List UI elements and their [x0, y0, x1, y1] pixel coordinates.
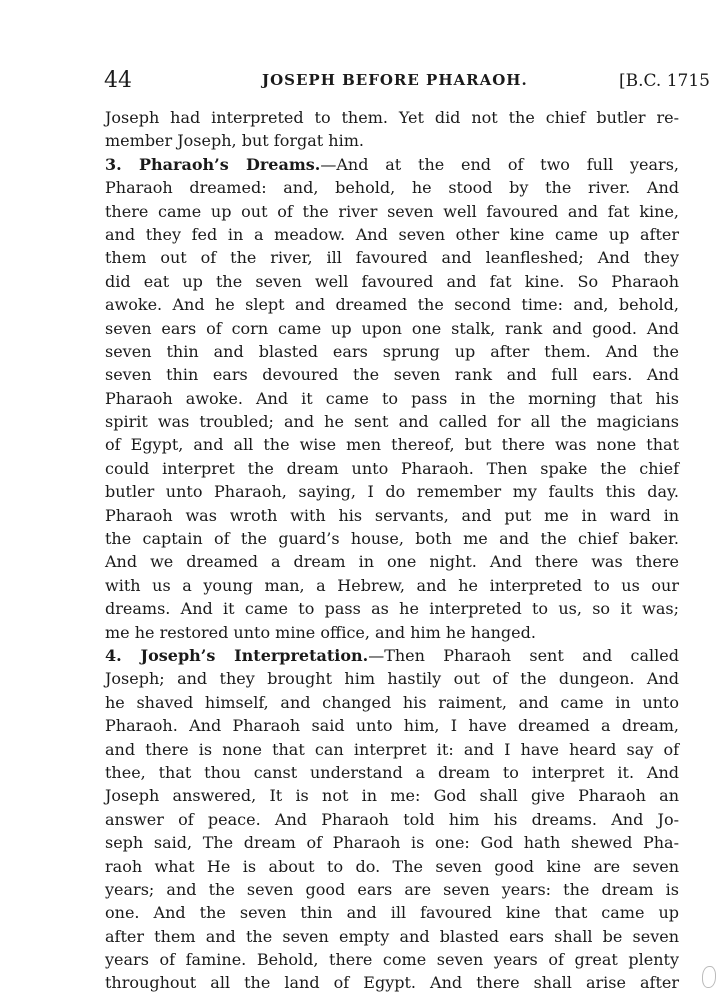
text-line: he shaved himself, and changed his raiment, and came in unto: [105, 692, 679, 712]
text-line: raoh what He is about to do. The seven good kine are seven: [105, 856, 679, 876]
text-line: Joseph answered, It is not in me: God shall give Pharaoh an: [105, 786, 679, 806]
running-header: [104, 68, 710, 98]
text-line: 3. Pharaoh’s Dreams.—And at the end of two full years,: [105, 154, 679, 174]
text-line: dreams. And it came to pass as he interpreted to us, so it was;: [105, 599, 679, 619]
text-line: me he restored unto mine office, and him he hanged.: [105, 622, 536, 642]
text-line: thee, that thou canst understand a dream to interpret it. And: [105, 762, 679, 782]
running-title: JOSEPH BEFORE PHARAOH.: [262, 71, 528, 89]
date-reference: [B.C. 1715: [618, 71, 710, 91]
page-number: 44: [104, 68, 132, 93]
text-line: Pharaoh awoke. And it came to pass in the morning that his: [105, 388, 679, 408]
text-line: of Egypt, and all the wise men thereof, but there was none that: [105, 435, 679, 455]
text-line: and there is none that can interpret it: and I have heard say of: [105, 739, 679, 759]
text-line: seven ears of corn came up upon one stalk, rank and good. And: [105, 318, 679, 338]
text-line: spirit was troubled; and he sent and called for all the magicians: [105, 412, 679, 432]
text-line: years of famine. Behold, there come seven years of great plenty: [105, 950, 679, 970]
page-corner-mark: [702, 966, 716, 988]
text-line: the captain of the guard’s house, both me and the chief baker.: [105, 529, 679, 549]
text-line: them out of the river, ill favoured and leanfleshed; And they: [105, 248, 679, 268]
text-line: awoke. And he slept and dreamed the second time: and, behold,: [105, 295, 679, 315]
text-line: one. And the seven thin and ill favoured kine that came up: [105, 903, 679, 923]
text-line: Joseph had interpreted to them. Yet did not the chief butler re-: [105, 108, 679, 127]
text-line: seven thin ears devoured the seven rank and full ears. And: [105, 365, 679, 385]
text-line: Pharaoh. And Pharaoh said unto him, I have dreamed a dream,: [105, 716, 679, 736]
text-line: Pharaoh dreamed: and, behold, he stood by the river. And: [105, 178, 679, 198]
text-line: seph said, The dream of Pharaoh is one: God hath shewed Pha-: [105, 833, 679, 853]
text-line: seven thin and blasted ears sprung up after them. And the: [105, 341, 679, 361]
text-line: could interpret the dream unto Pharaoh. Then spake the chief: [105, 458, 679, 478]
section-heading: 3. Pharaoh’s Dreams.: [105, 154, 321, 174]
page-body-text: [105, 106, 679, 995]
text-line: 4. Joseph’s Interpretation.—Then Pharaoh sent and called: [105, 645, 679, 665]
text-line: answer of peace. And Pharaoh told him his dreams. And Jo-: [105, 809, 679, 829]
text-line: and they fed in a meadow. And seven other kine came up after: [105, 224, 679, 244]
text-line: did eat up the seven well favoured and fat kine. So Pharaoh: [105, 271, 679, 291]
text-line: And we dreamed a dream in one night. And there was there: [105, 552, 679, 572]
text-line: Joseph; and they brought him hastily out of the dungeon. And: [105, 669, 679, 689]
text-line: years; and the seven good ears are seven years: the dream is: [105, 879, 679, 899]
text-line: Pharaoh was wroth with his servants, and put me in ward in: [105, 505, 679, 525]
text-line: member Joseph, but forgat him.: [105, 131, 364, 151]
text-line: after them and the seven empty and blasted ears shall be seven: [105, 926, 679, 946]
section-heading: 4. Joseph’s Interpretation.: [105, 645, 369, 665]
text-line: throughout all the land of Egypt. And there shall arise after: [105, 973, 679, 993]
text-line: with us a young man, a Hebrew, and he interpreted to us our: [105, 575, 679, 595]
text-line: butler unto Pharaoh, saying, I do remember my faults this day.: [105, 482, 679, 502]
text-line: there came up out of the river seven well favoured and fat kine,: [105, 201, 679, 221]
